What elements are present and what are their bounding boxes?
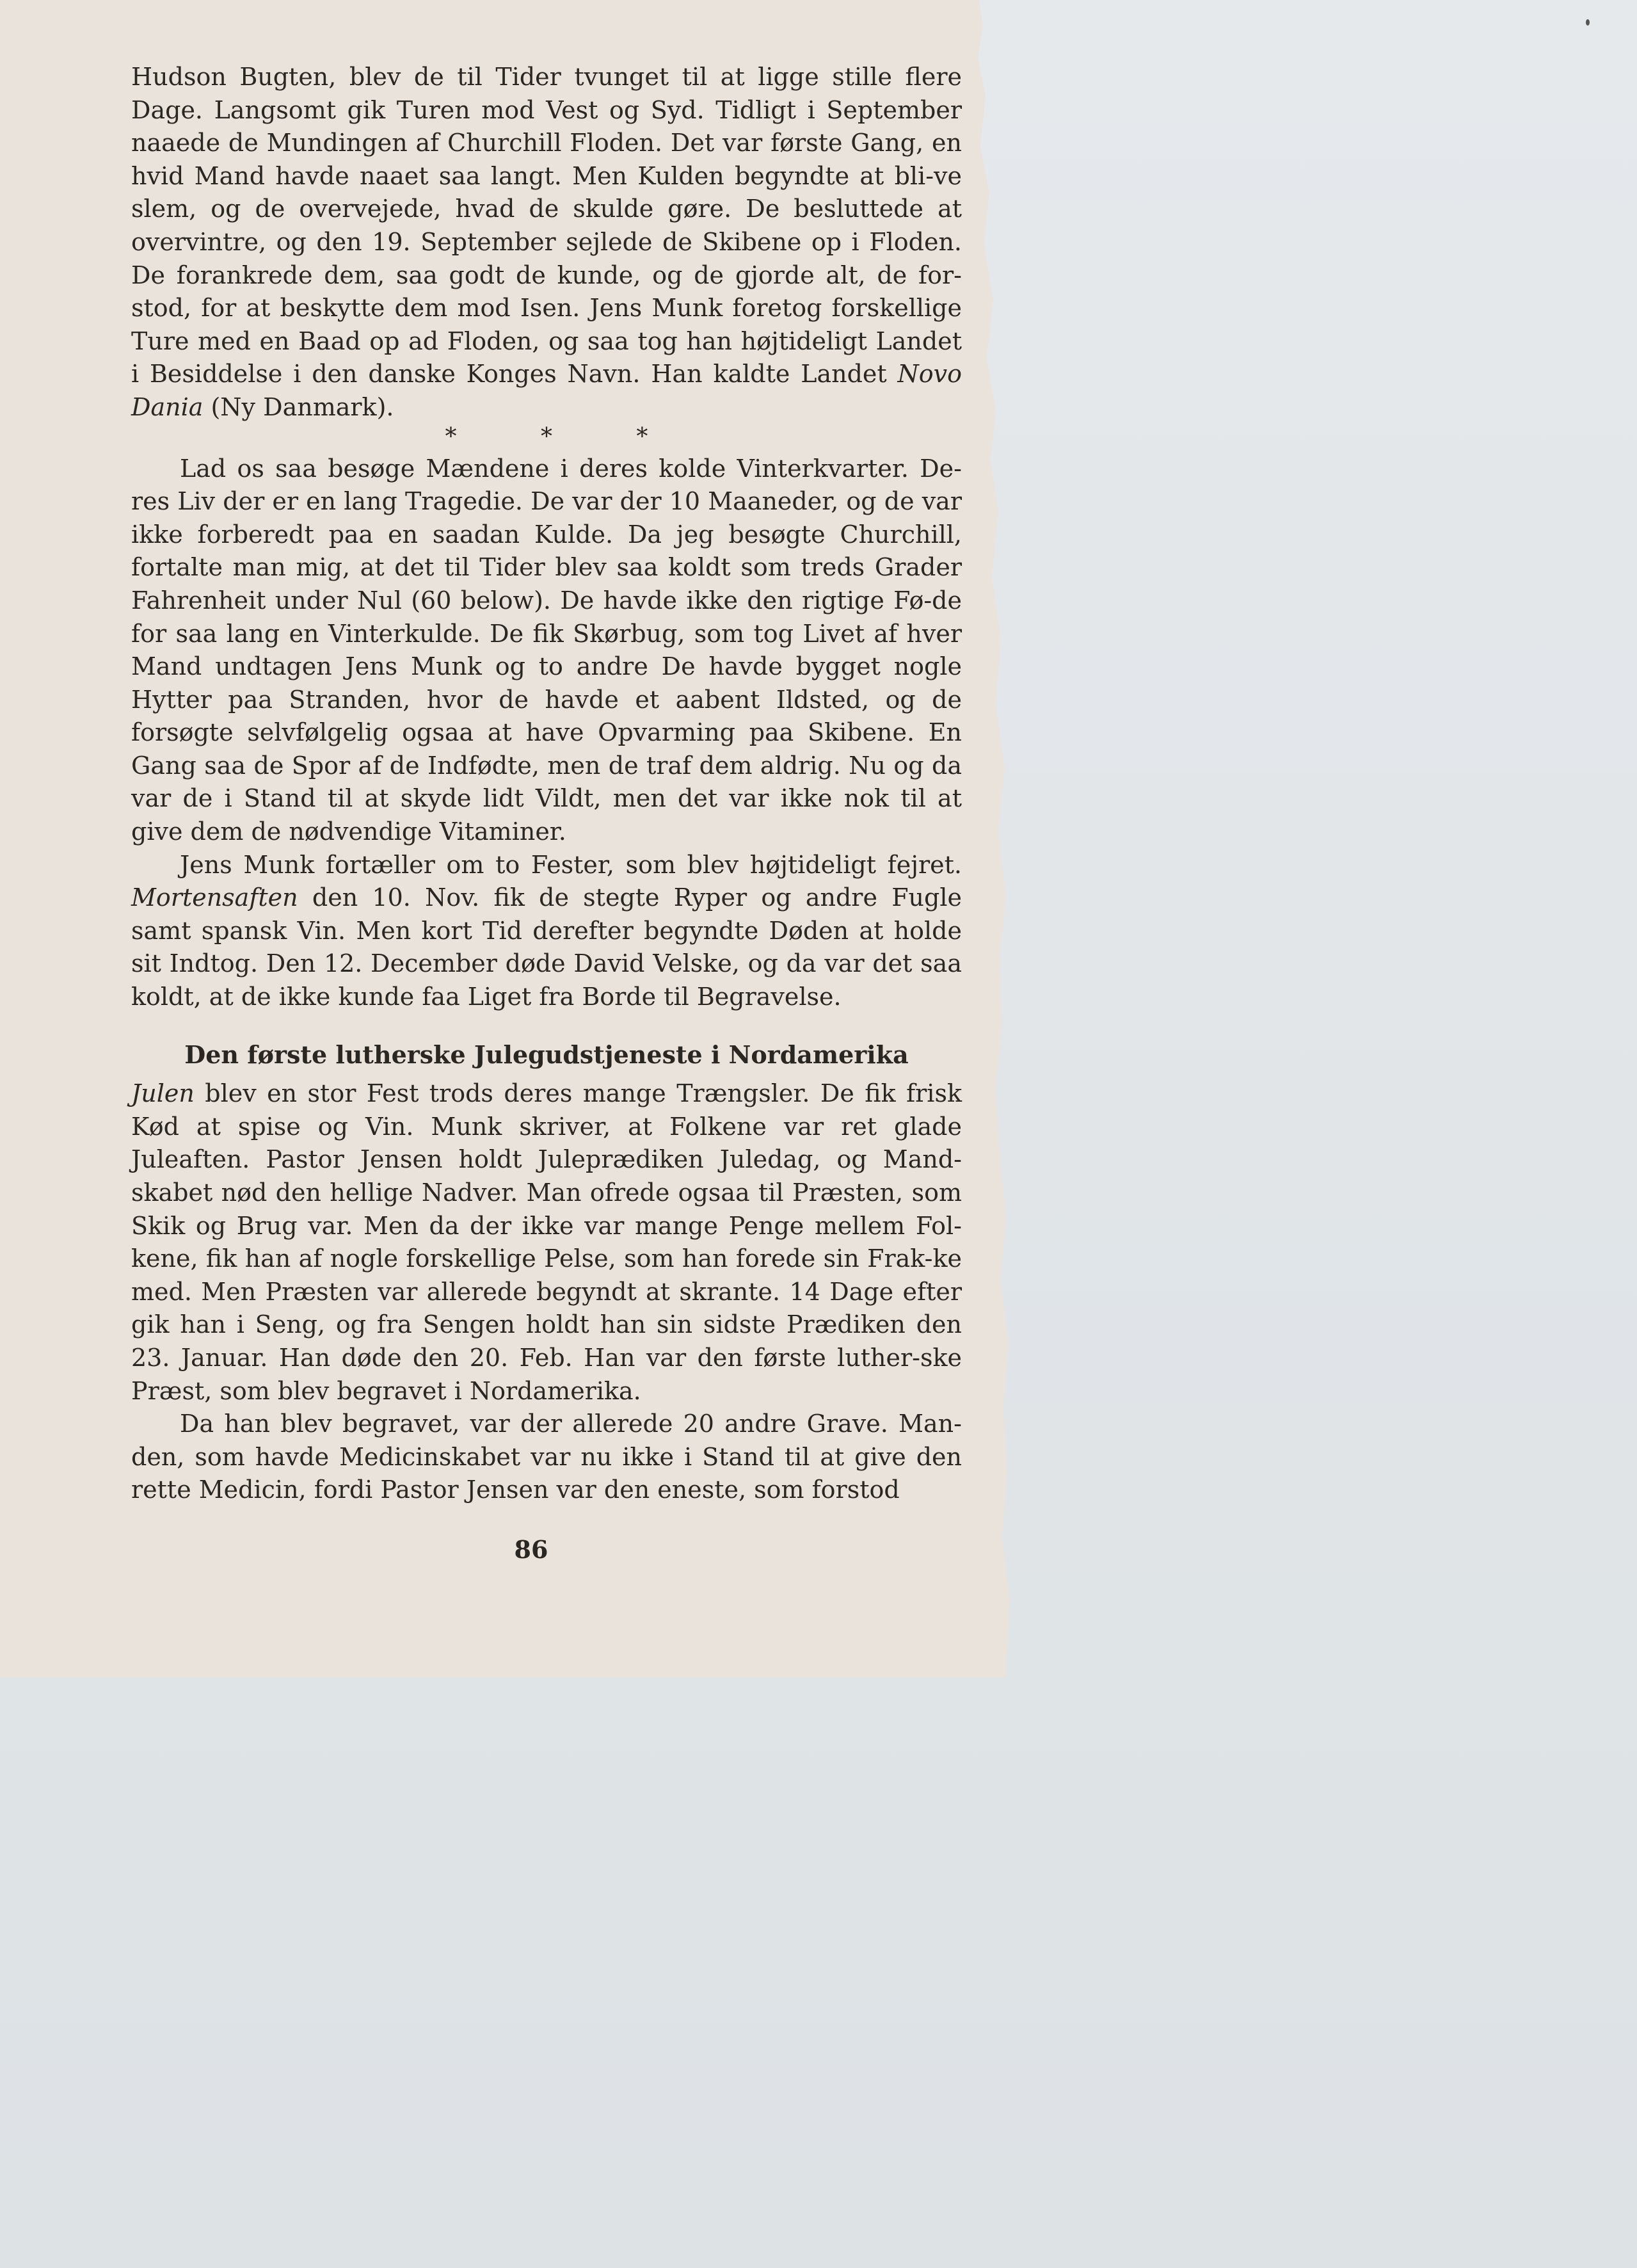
text-run: Lad os saa besøge Mændene i deres kolde Vinterkvarter. De-res Liv der er en lang Tragedie. De var der 10 Maaneder, og de var ikke forberedt paa en saadan Kulde. Da jeg besøgte Churchill, fortalte man mig, at det til Tider blev saa koldt som treds Grader Fahrenheit under Nul (60 below). De havde ikke den rigtige Fø-de for saa lang en Vinterkulde. De fik Skørbug, som tog Livet af hver Mand undtagen Jens Munk og to andre De havde bygget nogle Hytter paa Stranden, hvor de havde et aabent Ildsted, og de forsøgte selvfølgelig ogsaa at have Opvarming paa Skibene. En Gang saa de Spor af de Indfødte, men de traf dem aldrig. Nu og da var de i Stand til at skyde lidt Vildt, men det var ikke nok til at give dem de nødvendige Vitaminer. bbox=[131, 454, 962, 846]
text-run: (Ny Danmark). bbox=[203, 392, 394, 421]
section-separator: * * * bbox=[445, 423, 687, 450]
italic-text: Mortensaften bbox=[131, 883, 298, 912]
italic-text: Novo Dania bbox=[131, 360, 962, 421]
paragraph-fester bbox=[131, 849, 962, 1014]
text-run: Hudson Bugten, blev de til Tider tvunget til at ligge stille flere Dage. Langsomt gik Turen mod Vest og Syd. Tidligt i September naaede de Mundingen af Churchill Floden. Det var første Gang, en hvid Mand havde naaet saa langt. Men Kulden begyndte at bli-ve slem, og de overvejede, hvad de skulde gøre. De besluttede at overvintre, og den 19. September sejlede de Skibene op i Floden. De forankrede dem, saa godt de kunde, og de gjorde alt, de for-stod, for at beskytte dem mod Isen. Jens Munk foretog forskellige Ture med en Baad op ad Floden, og saa tog han højtideligt Landet i Besiddelse i den danske Konges Navn. Han kaldte Landet bbox=[131, 63, 962, 389]
page-body bbox=[131, 61, 962, 1507]
section-heading: Den første lutherske Julegudstjeneste i Nordamerika bbox=[184, 1040, 909, 1069]
scan-speck bbox=[1586, 19, 1590, 26]
page-number: 86 bbox=[514, 1535, 548, 1564]
paragraph-hudson-bugten bbox=[131, 61, 962, 424]
paragraph-begravet bbox=[131, 1408, 962, 1507]
text-run: Jens Munk fortæller om to Fester, som blev højtideligt fejret. bbox=[180, 850, 962, 879]
text-run: Da han blev begravet, var der allerede 20 andre Grave. Man-den, som havde Medicinskabet var nu ikke i Stand til at give den rette Medicin, fordi Pastor Jensen var den eneste, som forstod bbox=[131, 1410, 962, 1504]
italic-text: Julen bbox=[131, 1079, 195, 1108]
text-run: den 10. Nov. fik de stegte Ryper og andre Fugle samt spansk Vin. Men kort Tid derefter begyndte Døden at holde sit Indtog. Den 12. December døde David Velske, og da var det saa koldt, at de ikke kunde faa Liget fra Borde til Begravelse. bbox=[131, 883, 962, 1011]
text-run: blev en stor Fest trods deres mange Trængsler. De fik frisk Kød at spise og Vin. Munk skriver, at Folkene var ret glade Juleaften. Pastor Jensen holdt Juleprædiken Juledag, og Mand-skabet nød den hellige Nadver. Man ofrede ogsaa til Præsten, som Skik og Brug var. Men da der ikke var mange Penge mellem Fol-kene, fik han af nogle forskellige Pelse, som han forede sin Frak-ke med. Men Præsten var allerede begyndt at skrante. 14 Dage efter gik han i Seng, og fra Sengen holdt han sin sidste Prædiken den 23. Januar. Han døde den 20. Feb. Han var den første luther-ske Præst, som blev begravet i Nordamerika. bbox=[131, 1079, 962, 1405]
paragraph-vinterkvarter bbox=[131, 453, 962, 849]
paragraph-julen bbox=[131, 1077, 962, 1408]
